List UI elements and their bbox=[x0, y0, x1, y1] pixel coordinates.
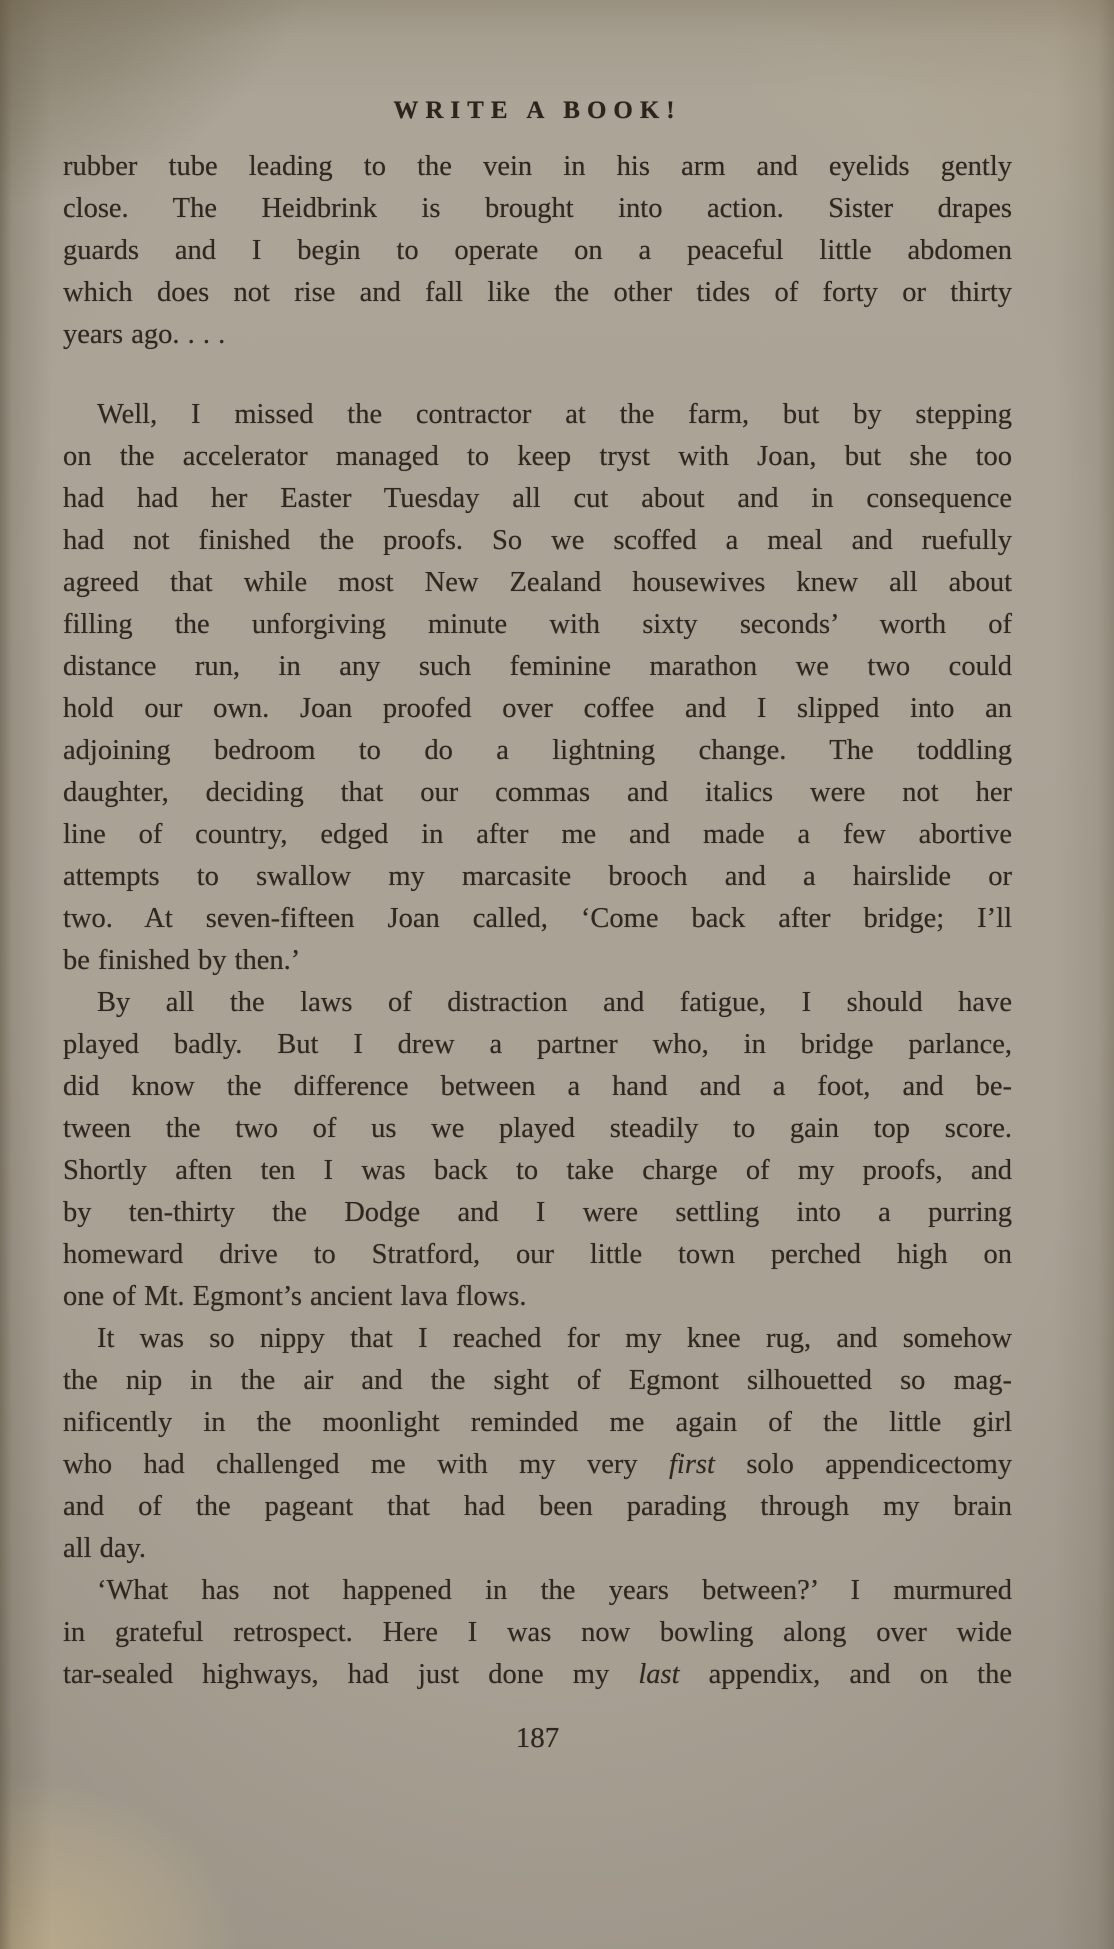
text-segment: It was so nippy that I reached for my knee rug, and somehow bbox=[97, 1323, 1012, 1354]
text-segment: had not finished the proofs. So we scoffed a meal and ruefully bbox=[63, 525, 1012, 556]
paragraph bbox=[63, 146, 1012, 356]
text-line bbox=[63, 1318, 1012, 1360]
text-line bbox=[63, 188, 1012, 230]
text-line bbox=[63, 1486, 1012, 1528]
page-number: 187 bbox=[515, 1722, 560, 1754]
text-segment: attempts to swallow my marcasite brooch and a hairslide or bbox=[63, 861, 1012, 892]
text-segment: the nip in the air and the sight of Egmont silhouetted so mag- bbox=[63, 1365, 1012, 1396]
text-line bbox=[63, 940, 1012, 982]
text-segment: By all the laws of distraction and fatigue, I should have bbox=[97, 987, 1012, 1018]
text-line bbox=[63, 562, 1012, 604]
text-segment: tar-sealed highways, had just done my bbox=[63, 1659, 639, 1690]
body-text bbox=[63, 146, 1012, 1696]
text-segment: who had challenged me with my very bbox=[63, 1449, 669, 1480]
text-line bbox=[63, 772, 1012, 814]
text-segment: in grateful retrospect. Here I was now bowling along over wide bbox=[63, 1617, 1012, 1648]
text-segment: filling the unforgiving minute with sixty seconds’ worth of bbox=[63, 609, 1012, 640]
italic-text: first bbox=[669, 1449, 715, 1480]
text-segment: ‘What has not happened in the years between?’ I murmured bbox=[97, 1575, 1012, 1606]
text-segment: all day. bbox=[63, 1533, 147, 1564]
text-segment: on the accelerator managed to keep tryst with Joan, but she too bbox=[63, 441, 1012, 472]
text-line bbox=[63, 1444, 1012, 1486]
text-line bbox=[63, 646, 1012, 688]
text-segment: agreed that while most New Zealand housewives knew all about bbox=[63, 567, 1012, 598]
text-line bbox=[63, 1108, 1012, 1150]
text-segment: homeward drive to Stratford, our little town perched high on bbox=[63, 1239, 1012, 1270]
paragraph bbox=[63, 1570, 1012, 1696]
text-segment: line of country, edged in after me and made a few abortive bbox=[63, 819, 1012, 850]
text-line bbox=[63, 856, 1012, 898]
text-line bbox=[63, 1234, 1012, 1276]
text-line bbox=[63, 314, 1012, 356]
text-segment: nificently in the moonlight reminded me again of the little girl bbox=[63, 1407, 1012, 1438]
text-segment: which does not rise and fall like the other tides of forty or thirty bbox=[63, 277, 1012, 308]
text-line bbox=[63, 520, 1012, 562]
text-line bbox=[63, 982, 1012, 1024]
text-line bbox=[63, 898, 1012, 940]
text-line bbox=[63, 604, 1012, 646]
text-segment: one of Mt. Egmont’s ancient lava flows. bbox=[63, 1281, 527, 1312]
text-segment: be finished by then.’ bbox=[63, 945, 301, 976]
text-line bbox=[63, 146, 1012, 188]
text-line bbox=[63, 478, 1012, 520]
text-line bbox=[63, 1024, 1012, 1066]
text-line bbox=[63, 730, 1012, 772]
text-segment: hold our own. Joan proofed over coffee and I slipped into an bbox=[63, 693, 1012, 724]
text-line bbox=[63, 1570, 1012, 1612]
text-segment: had had her Easter Tuesday all cut about and in consequence bbox=[63, 483, 1012, 514]
text-segment: and of the pageant that had been parading through my brain bbox=[63, 1491, 1012, 1522]
paragraph bbox=[63, 1318, 1012, 1570]
text-segment: solo appendicectomy bbox=[714, 1449, 1012, 1480]
text-line bbox=[63, 394, 1012, 436]
text-line bbox=[63, 1192, 1012, 1234]
text-line bbox=[63, 1402, 1012, 1444]
text-segment: guards and I begin to operate on a peaceful little abdomen bbox=[63, 235, 1012, 266]
text-line bbox=[63, 814, 1012, 856]
text-line bbox=[63, 230, 1012, 272]
text-segment: two. At seven-fifteen Joan called, ‘Come back after bridge; I’ll bbox=[63, 903, 1012, 934]
text-line bbox=[63, 1150, 1012, 1192]
italic-text: last bbox=[638, 1659, 680, 1690]
text-segment: adjoining bedroom to do a lightning change. The toddling bbox=[63, 735, 1012, 766]
text-segment: played badly. But I drew a partner who, in bridge parlance, bbox=[63, 1029, 1012, 1060]
text-line bbox=[63, 1360, 1012, 1402]
text-segment: daughter, deciding that our commas and italics were not her bbox=[63, 777, 1012, 808]
text-line bbox=[63, 688, 1012, 730]
text-segment: by ten-thirty the Dodge and I were settling into a purring bbox=[63, 1197, 1012, 1228]
text-line bbox=[63, 1612, 1012, 1654]
text-segment: years ago. . . . bbox=[63, 319, 226, 350]
text-segment: close. The Heidbrink is brought into action. Sister drapes bbox=[63, 193, 1012, 224]
text-line bbox=[63, 1066, 1012, 1108]
text-segment: appendix, and on the bbox=[679, 1659, 1012, 1690]
text-line bbox=[63, 1528, 1012, 1570]
text-segment: tween the two of us we played steadily to gain top score. bbox=[63, 1113, 1012, 1144]
text-segment: Shortly aften ten I was back to take charge of my proofs, and bbox=[63, 1155, 1012, 1186]
text-line bbox=[63, 1276, 1012, 1318]
paragraph bbox=[63, 394, 1012, 982]
text-line bbox=[63, 436, 1012, 478]
text-segment: did know the difference between a hand and a foot, and be- bbox=[63, 1071, 1012, 1102]
text-line bbox=[63, 272, 1012, 314]
text-line bbox=[63, 1654, 1012, 1696]
text-segment: distance run, in any such feminine marathon we two could bbox=[63, 651, 1012, 682]
paragraph bbox=[63, 982, 1012, 1318]
text-segment: rubber tube leading to the vein in his arm and eyelids gently bbox=[63, 151, 1012, 182]
text-segment: Well, I missed the contractor at the farm, but by stepping bbox=[97, 399, 1012, 430]
running-head: WRITE A BOOK! bbox=[393, 97, 682, 124]
